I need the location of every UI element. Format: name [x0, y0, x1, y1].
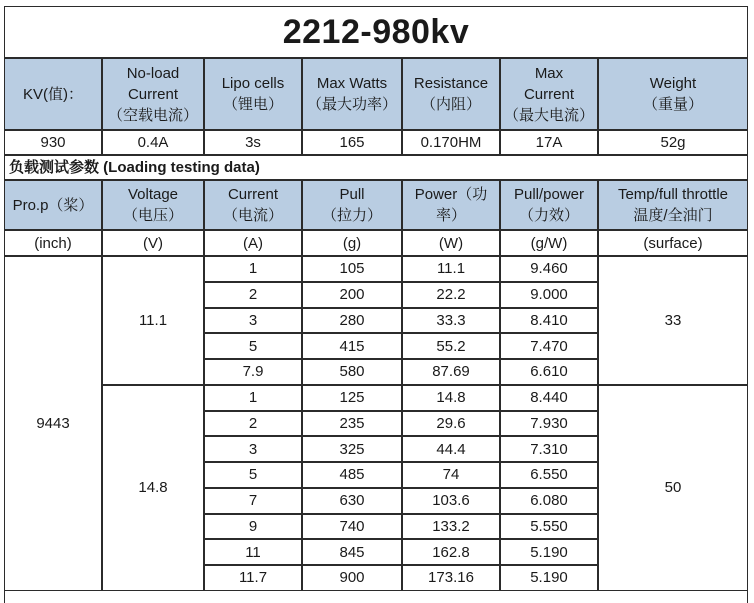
test-header-cell-line: （力效）: [518, 207, 579, 224]
test-header-cell-line: Pull/power: [513, 186, 585, 203]
spec-value-cell: 52g: [598, 130, 748, 155]
spec-header-cell-line: Resistance: [413, 75, 489, 92]
temp-cell: 50: [598, 385, 748, 591]
spec-header-cell: [102, 58, 204, 130]
data-cell: 325: [302, 436, 402, 462]
data-cell: 33.3: [402, 308, 500, 334]
test-header-cell-line: Power（功: [414, 186, 488, 203]
test-header-cell-line: （拉力）: [321, 207, 382, 224]
data-cell: 11.7: [204, 565, 302, 591]
data-cell: 6.080: [500, 488, 598, 514]
data-cell: 6.610: [500, 359, 598, 385]
data-cell: 2: [204, 282, 302, 308]
test-header-cell-line: Pro.p（桨）: [12, 196, 94, 214]
data-cell: 103.6: [402, 488, 500, 514]
spec-header-cell-line: KV(值)：: [22, 85, 83, 103]
sheet-title: 2212-980kv: [4, 6, 748, 58]
data-cell: 415: [302, 333, 402, 359]
spec-header-cell: [402, 58, 500, 130]
unit-cell: (inch): [4, 230, 102, 256]
unit-cell: (V): [102, 230, 204, 256]
spec-header-cell-line: （最大电流）: [503, 106, 594, 124]
motor-spec-sheet: [4, 6, 748, 603]
spec-value-cell: 3s: [204, 130, 302, 155]
spec-header-cell-line: Max Watts: [316, 75, 388, 92]
data-cell: 87.69: [402, 359, 500, 385]
test-header-cell: [4, 180, 102, 230]
data-cell: 7.930: [500, 411, 598, 437]
table-bottom-edge: [4, 591, 748, 603]
spec-header-cell: [204, 58, 302, 130]
data-cell: 2: [204, 411, 302, 437]
data-cell: 280: [302, 308, 402, 334]
data-cell: 5.550: [500, 514, 598, 540]
prop-cell: 9443: [4, 256, 102, 591]
temp-cell: 33: [598, 256, 748, 385]
unit-cell: (g): [302, 230, 402, 256]
data-cell: 125: [302, 385, 402, 411]
voltage-cell: 14.8: [102, 385, 204, 591]
data-cell: 235: [302, 411, 402, 437]
data-cell: 7: [204, 488, 302, 514]
data-cell: 105: [302, 256, 402, 282]
data-cell: 200: [302, 282, 402, 308]
data-cell: 7.310: [500, 436, 598, 462]
data-cell: 11.1: [402, 256, 500, 282]
data-cell: 162.8: [402, 539, 500, 565]
test-header-cell-line: Temp/full throttle: [617, 186, 729, 203]
spec-header-cell-line: No-load: [126, 64, 180, 82]
data-cell: 630: [302, 488, 402, 514]
test-header-cell: [102, 180, 204, 230]
data-cell: 29.6: [402, 411, 500, 437]
test-header-cell-line: 温度/全油门: [633, 207, 713, 224]
spec-header-cell-line: Weight: [649, 75, 697, 92]
data-cell: 11: [204, 539, 302, 565]
data-cell: 7.470: [500, 333, 598, 359]
spec-value-cell: 0.170HM: [402, 130, 500, 155]
data-cell: 845: [302, 539, 402, 565]
data-cell: 9: [204, 514, 302, 540]
spec-value-cell: 0.4A: [102, 130, 204, 155]
test-header-cell: [302, 180, 402, 230]
test-header-cell-line: （电压）: [122, 207, 183, 224]
unit-cell: (surface): [598, 230, 748, 256]
unit-cell: (g/W): [500, 230, 598, 256]
data-cell: 22.2: [402, 282, 500, 308]
data-cell: 44.4: [402, 436, 500, 462]
section-title: 负载测试参数 (Loading testing data): [4, 155, 748, 180]
voltage-cell: 11.1: [102, 256, 204, 385]
data-cell: 173.16: [402, 565, 500, 591]
test-header-cell: [402, 180, 500, 230]
spec-value-cell: 17A: [500, 130, 598, 155]
data-cell: 1: [204, 385, 302, 411]
data-cell: 5.190: [500, 539, 598, 565]
data-cell: 8.440: [500, 385, 598, 411]
test-header-cell-line: 率）: [435, 207, 466, 224]
test-header-cell-line: Pull: [339, 186, 365, 203]
spec-header-cell-line: （空载电流）: [107, 106, 198, 124]
data-cell: 8.410: [500, 308, 598, 334]
test-header-cell-line: Voltage: [127, 186, 179, 203]
spec-header-cell-line: Max: [534, 64, 564, 82]
spec-header-cell-line: （重量）: [642, 96, 703, 113]
data-cell: 133.2: [402, 514, 500, 540]
test-header-cell: [598, 180, 748, 230]
spec-header-cell: [4, 58, 102, 130]
test-header-cell-line: Current: [227, 186, 278, 203]
spec-value-cell: 165: [302, 130, 402, 155]
spec-header-cell: [598, 58, 748, 130]
test-header-cell: [500, 180, 598, 230]
spec-header-cell-line: （最大功率）: [306, 96, 397, 113]
data-cell: 485: [302, 462, 402, 488]
data-cell: 1: [204, 256, 302, 282]
data-cell: 9.000: [500, 282, 598, 308]
data-cell: 5.190: [500, 565, 598, 591]
data-cell: 14.8: [402, 385, 500, 411]
data-cell: 3: [204, 308, 302, 334]
data-cell: 55.2: [402, 333, 500, 359]
unit-cell: (A): [204, 230, 302, 256]
test-header-cell-line: （电流）: [222, 207, 283, 224]
spec-header-cell-line: Current: [523, 85, 574, 103]
data-cell: 3: [204, 436, 302, 462]
test-header-cell: [204, 180, 302, 230]
spec-header-cell: [302, 58, 402, 130]
data-cell: 5: [204, 462, 302, 488]
spec-header-cell-line: Lipo cells: [221, 75, 285, 92]
spec-header-cell-line: （锂电）: [222, 96, 283, 113]
unit-cell: (W): [402, 230, 500, 256]
data-cell: 5: [204, 333, 302, 359]
spec-header-cell-line: （内阻）: [420, 96, 481, 113]
data-cell: 740: [302, 514, 402, 540]
data-cell: 7.9: [204, 359, 302, 385]
spec-header-cell: [500, 58, 598, 130]
spec-header-cell-line: Current: [127, 85, 178, 103]
data-cell: 6.550: [500, 462, 598, 488]
data-cell: 9.460: [500, 256, 598, 282]
spec-value-cell: 930: [4, 130, 102, 155]
data-cell: 580: [302, 359, 402, 385]
data-cell: 900: [302, 565, 402, 591]
data-cell: 74: [402, 462, 500, 488]
